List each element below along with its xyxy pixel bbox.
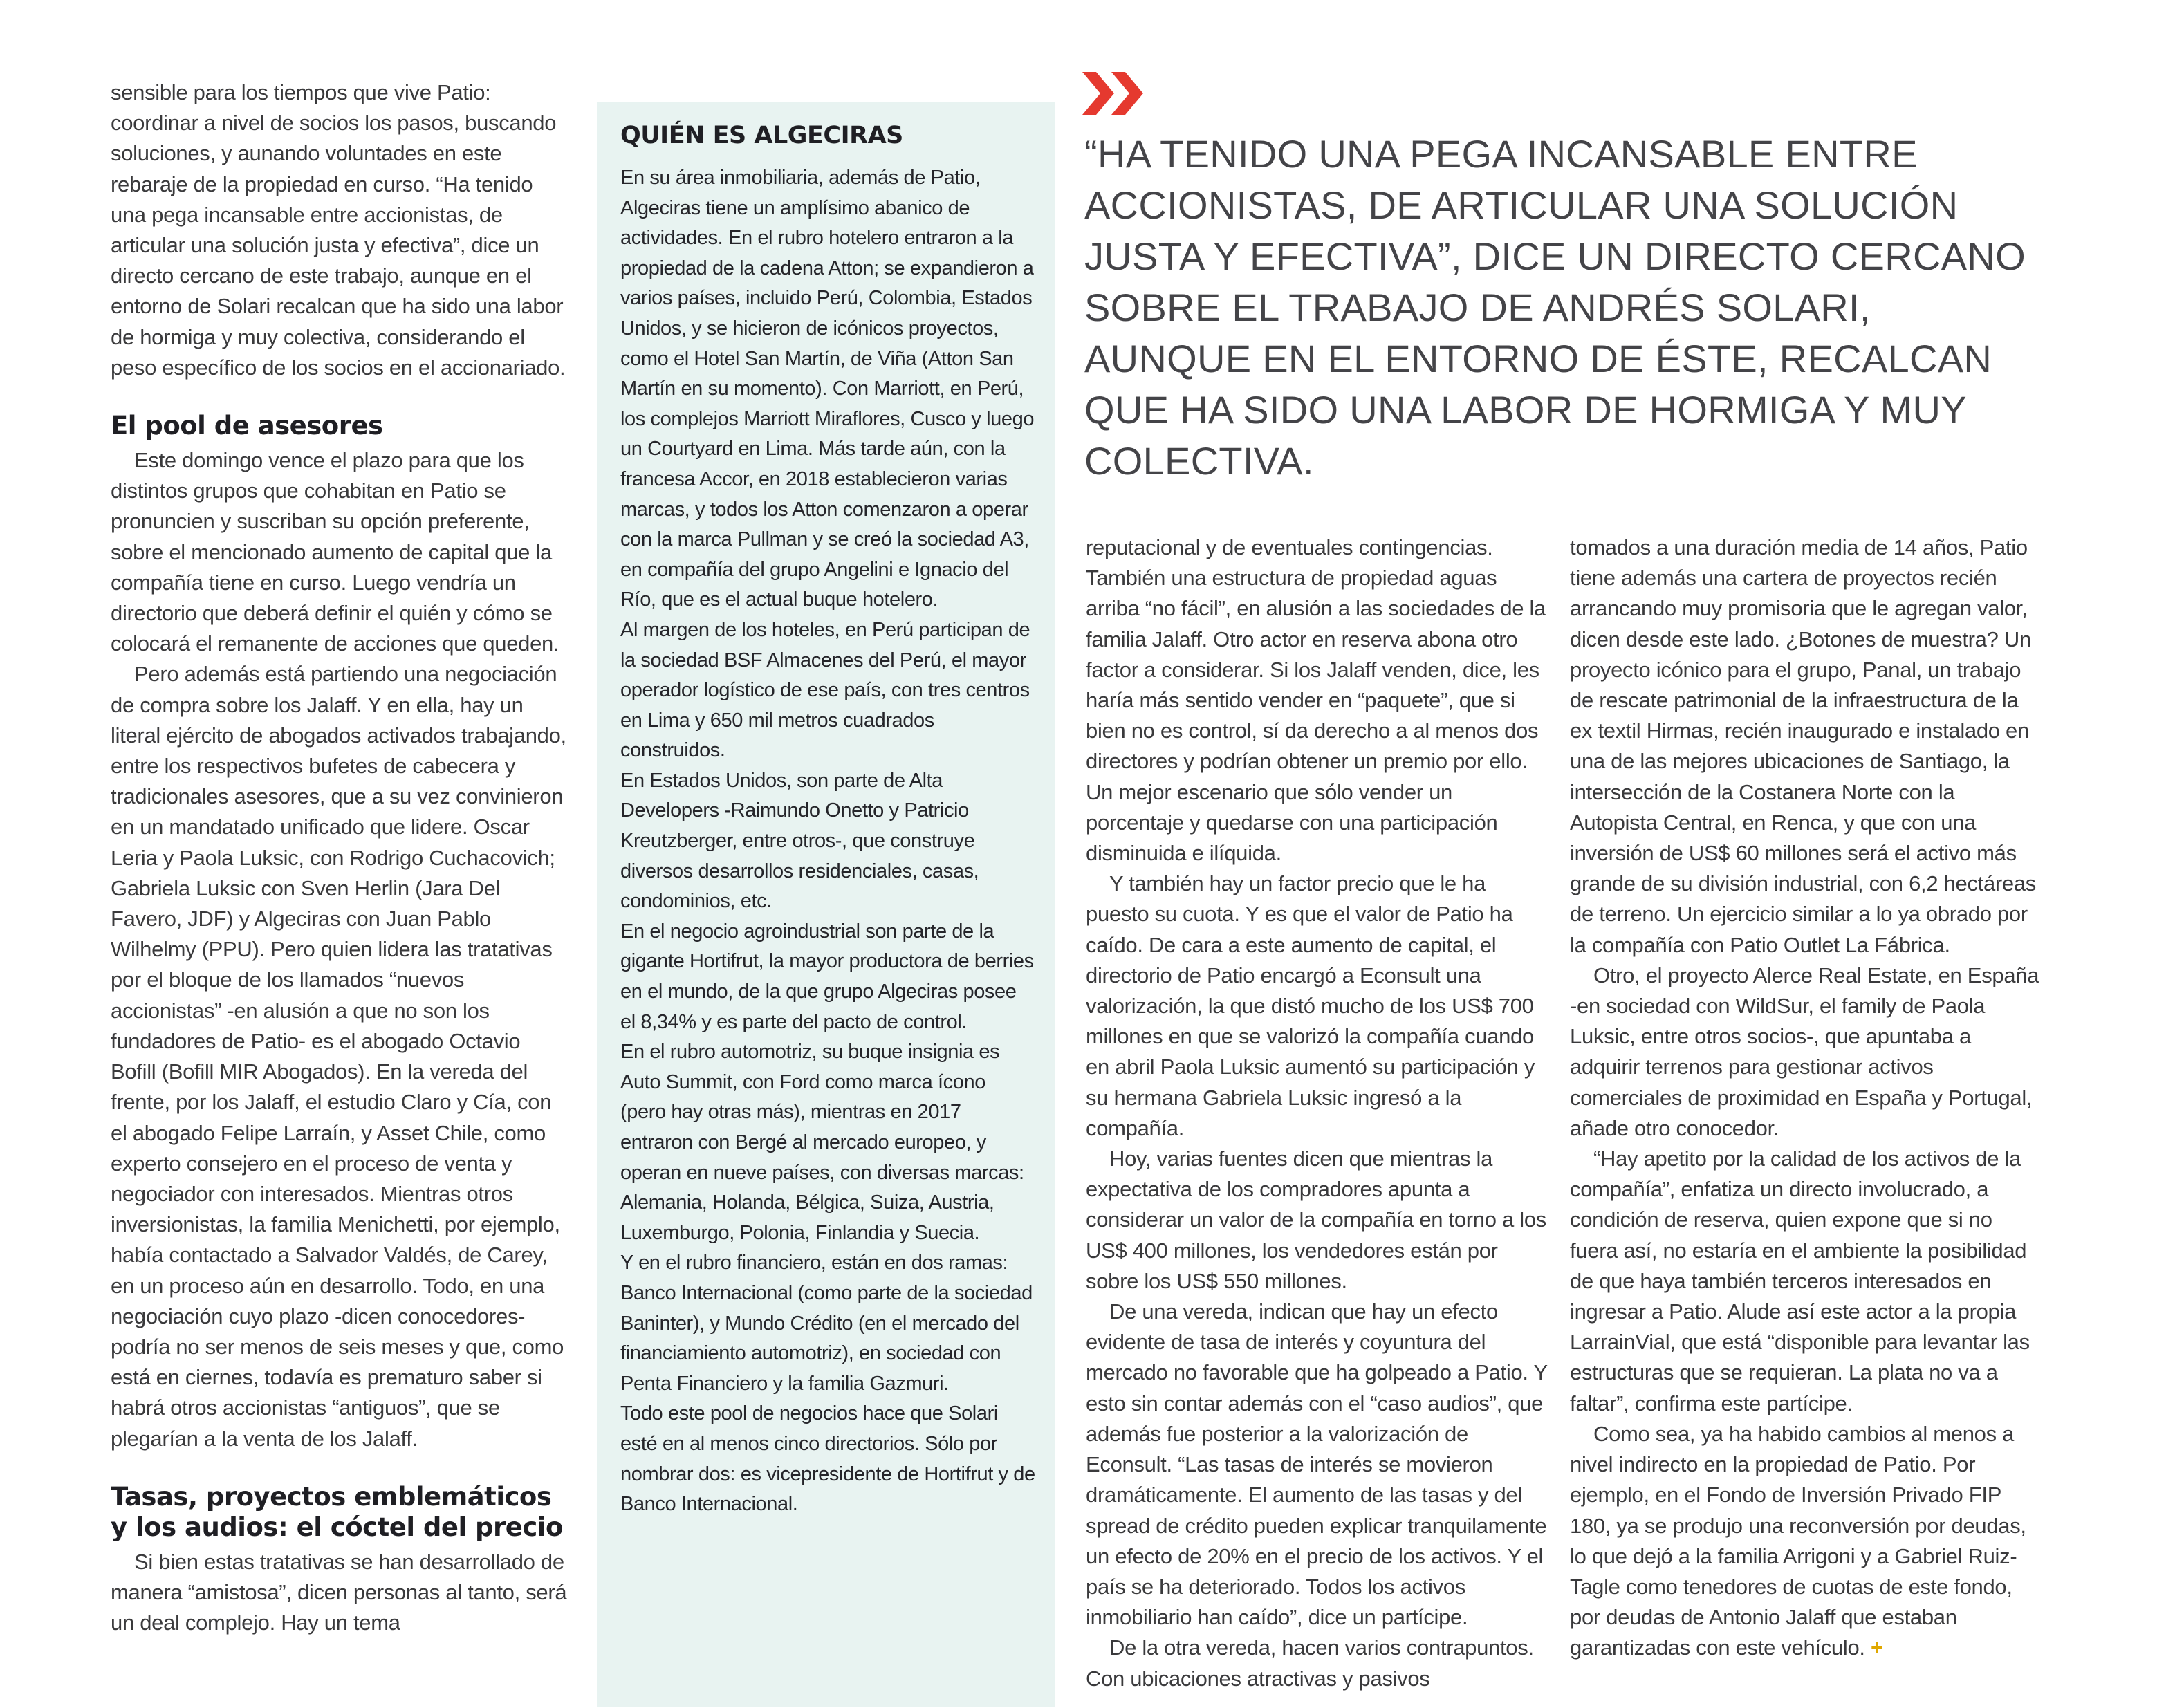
- col3-paragraph: reputacional y de eventuales contingencias. También una estructura de propiedad aguas arriba “no fácil”, en alusión a las sociedades de la familia Jalaff. Otro actor en reserva abona otro factor a considerar. Si los Jalaff venden, dice, les haría más sentido vender en “paquete”, que si bien no es control, sí da derecho a al menos dos directores y podrían obtener un premio por ello. Un mejor escenario que sólo vender un porcentaje y quedarse con una participación disminuida e ilíquida.: [1086, 535, 1546, 866]
- col4-last-text: Como sea, ya ha habido cambios al menos a nivel indirecto en la propiedad de Patio. Por ejemplo, en el Fondo de Inversión Privado FIP 180, ya se produjo una reconversión por deudas, lo que dejó a la familia Arrigoni y a Gabriel Ruiz-Tagle como tenedores de cuotas de este fondo, por deudas de Antonio Jalaff que estaban garantizadas con este vehículo.: [1570, 1421, 2026, 1660]
- sidebar-title: QUIÉN ES ALGECIRAS: [620, 122, 903, 149]
- sidebar-paragraph: Y en el rubro financiero, están en dos ramas: Banco Internacional (como parte de la sociedad Baninter), y Mundo Crédito (en el mercado del financiamiento automotriz), en sociedad con Penta Financiero y la familia Gazmuri.: [620, 1252, 1033, 1395]
- col1-paragraph-1: sensible para los tiempos que vive Patio: coordinar a nivel de socios los pasos, buscando soluciones, y aunando voluntades en este rebaraje de la propiedad en curso. “Ha tenido una pega incansable entre accionistas, de articular una solución justa y efectiva”, dice un directo cercano de este trabajo, aunque en el entorno de Solari recalcan que ha sido una labor de hormiga y muy colectiva, considerando el peso específico de los socios en el accionariado.: [111, 80, 566, 380]
- end-mark-icon: +: [1871, 1635, 1883, 1660]
- col4-paragraph-last: [1570, 1419, 2040, 1664]
- double-chevron-icon: [1081, 69, 1147, 118]
- sidebar-paragraph: En el rubro automotriz, su buque insignia es Auto Summit, con Ford como marca ícono (pero hay otras más), mientras en 2017 entraron con Bergé al mercado europeo, y operan en nueve países, con diversas marcas: Alemania, Holanda, Bélgica, Suiza, Austria, Luxemburgo, Polonia, Finlandia y Suecia.: [620, 1041, 1024, 1244]
- col4-paragraph: tomados a una duración media de 14 años, Patio tiene además una cartera de proyectos recién arrancando muy promisoria que le agregan valor, dicen desde este lado. ¿Botones de muestra? Un proyecto icónico para el grupo, Panal, un trabajo de rescate patrimonial de la infraestructura de la ex textil Hirmas, recién inaugurado e instalado en una de las mejores ubicaciones de Santiago, la intersección de la Costanera Norte con la Autopista Central, en Renca, y que con una inversión de US$ 60 millones será el activo más grande de su división industrial, con 6,2 hectáreas de terreno. Un ejercicio similar a lo ya obrado por la compañía con Patio Outlet La Fábrica.: [1570, 535, 2037, 957]
- sidebar-paragraph: En Estados Unidos, son parte de Alta Developers -Raimundo Onetto y Patricio Kreutzberger, entre otros-, que construye diversos desarrollos residenciales, casas, condominios, etc.: [620, 769, 979, 913]
- col3-paragraph: Hoy, varias fuentes dicen que mientras la expectativa de los compradores apunta a considerar un valor de la compañía en torno a los US$ 400 millones, los vendedores están por sobre los US$ 550 millones.: [1086, 1147, 1546, 1293]
- sidebar-paragraph: Al margen de los hoteles, en Perú participan de la sociedad BSF Almacenes del Perú, el mayor operador logístico de ese país, con tres centros en Lima y 650 mil metros cuadrados construidos.: [620, 618, 1030, 762]
- col1-paragraph-4: Si bien estas tratativas se han desarrollado de manera “amistosa”, dicen personas al tanto, será un deal complejo. Hay un tema: [111, 1549, 567, 1635]
- sidebar-box-algeciras: [597, 102, 1055, 1707]
- col3-paragraph: Y también hay un factor precio que le ha puesto su cuota. Y es que el valor de Patio ha caído. De cara a este aumento de capital, el directorio de Patio encargó a Econsult una valorización, la que distó mucho de los US$ 700 millones en que se valorizó la compañía cuando en abril Paola Luksic aumentó su participación y su hermana Gabriela Luksic ingresó a la compañía.: [1086, 871, 1535, 1140]
- section-heading-tasas: Tasas, proyectos emblemáticos y los audios: el cóctel del precio: [111, 1481, 563, 1542]
- sidebar-paragraph: En el negocio agroindustrial son parte de la gigante Hortifrut, la mayor productora de berries en el mundo, de la que grupo Algeciras posee el 8,34% y es parte del pacto de control.: [620, 920, 1034, 1033]
- col4-paragraph: Otro, el proyecto Alerce Real Estate, en España -en sociedad con WildSur, el family de Paola Luksic, entre otros socios-, que apuntaba a adquirir terrenos para gestionar activos comerciales de proximidad en España y Portugal, añade otro conocedor.: [1570, 963, 2039, 1140]
- pull-quote: “HA TENIDO UNA PEGA INCANSABLE ENTRE ACCIONISTAS, DE ARTICULAR UNA SOLUCIÓN JUSTA Y EFECTIVA”, DICE UN DIRECTO CERCANO SOBRE EL TRABAJO DE ANDRÉS SOLARI, AUNQUE EN EL ENTORNO DE ÉSTE, RECALCAN QUE HA SIDO UNA LABOR DE HORMIGA Y MUY COLECTIVA.: [1084, 132, 2026, 483]
- col1-paragraph-2: Este domingo vence el plazo para que los distintos grupos que cohabitan en Patio se pronuncien y suscriban su opción preferente, sobre el mencionado aumento de capital que la compañía tiene en curso. Luego vendría un directorio que deberá definir el quién y cómo se colocará el remanente de acciones que queden.: [111, 448, 559, 656]
- section-heading-pool: El pool de asesores: [111, 411, 383, 441]
- col1-paragraph-3: Pero además está partiendo una negociación de compra sobre los Jalaff. Y en ella, hay un literal ejército de abogados activados trabajando, entre los respectivos bufetes de cabecera y tradicionales asesores, que a su vez convinieron en un mandatado unificado que lidere. Oscar Leria y Paola Luksic, con Rodrigo Cuchacovich; Gabriela Luksic con Sven Herlin (Jara Del Favero, JDF) y Algeciras con Juan Pablo Wilhelmy (PPU). Pero quien lidera las tratativas por el bloque de los llamados “nuevos accionistas” -en alusión a que no son los fundadores de Patio- es el abogado Octavio Bofill (Bofill MIR Abogados). En la vereda del frente, por los Jalaff, el estudio Claro y Cía, con el abogado Felipe Larraín, y Asset Chile, como experto consejero en el proceso de venta y negociador con interesados. Mientras otros inversionistas, la familia Menichetti, por ejemplo, había contactado a Salvador Valdés, de Carey, en un proceso aún en desarrollo. Todo, en una negociación cuyo plazo -dicen conocedores- podría no ser menos de seis meses y que, como está en ciernes, todavía es prematuro saber si habrá otros accionistas “antiguos”, que se plegarían a la venta de los Jalaff.: [111, 662, 566, 1451]
- column-1: [111, 77, 567, 1638]
- column-4: [1570, 532, 2040, 1664]
- sidebar-paragraph: En su área inmobiliaria, además de Patio, Algeciras tiene un amplísimo abanico de actividades. En el rubro hotelero entraron a la propiedad de la cadena Atton; se expandieron a varios países, incluido Perú, Colombia, Estados Unidos, y se hicieron de icónicos proyectos, como el Hotel San Martín, de Viña (Atton San Martín en su momento). Con Marriott, en Perú, los complejos Marriott Miraflores, Cusco y luego un Courtyard en Lima. Más tarde aún, con la francesa Accor, en 2018 establecieron varias marcas, y todos los Atton comenzaron a operar con la marca Pullman y se creó la sociedad A3, en compañía del grupo Angelini e Ignacio del Río, que es el actual buque hotelero.: [620, 167, 1035, 611]
- sidebar-paragraph: Todo este pool de negocios hace que Solari esté en al menos cinco directorios. Sólo por nombrar dos: es vicepresidente de Hortifrut y de Banco Internacional.: [620, 1402, 1035, 1516]
- column-3: [1086, 532, 1549, 1694]
- col4-paragraph: “Hay apetito por la calidad de los activos de la compañía”, enfatiza un directo involucrado, a condición de reserva, quien expone que si no fuera así, no estaría en el ambiente la posibilidad de que haya también terceros interesados en ingresar a Patio. Alude así este actor a la propia LarrainVial, que está “disponible para levantar las estructuras que se requieran. La plata no va a faltar”, confirma este partícipe.: [1570, 1147, 2030, 1415]
- col3-paragraph: De la otra vereda, hacen varios contrapuntos. Con ubicaciones atractivas y pasivos: [1086, 1635, 1534, 1691]
- col3-paragraph: De una vereda, indican que hay un efecto evidente de tasa de interés y coyuntura del mercado no favorable que ha golpeado a Patio. Y esto sin contar además con el “caso audios”, que además fue posterior a la valorización de Econsult. “Las tasas de interés se movieron dramáticamente. El aumento de las tasas y del spread de crédito pueden explicar tranquilamente un efecto de 20% en el precio de los activos. Y el país se ha deteriorado. Todos los activos inmobiliario han caído”, dice un partícipe.: [1086, 1299, 1548, 1630]
